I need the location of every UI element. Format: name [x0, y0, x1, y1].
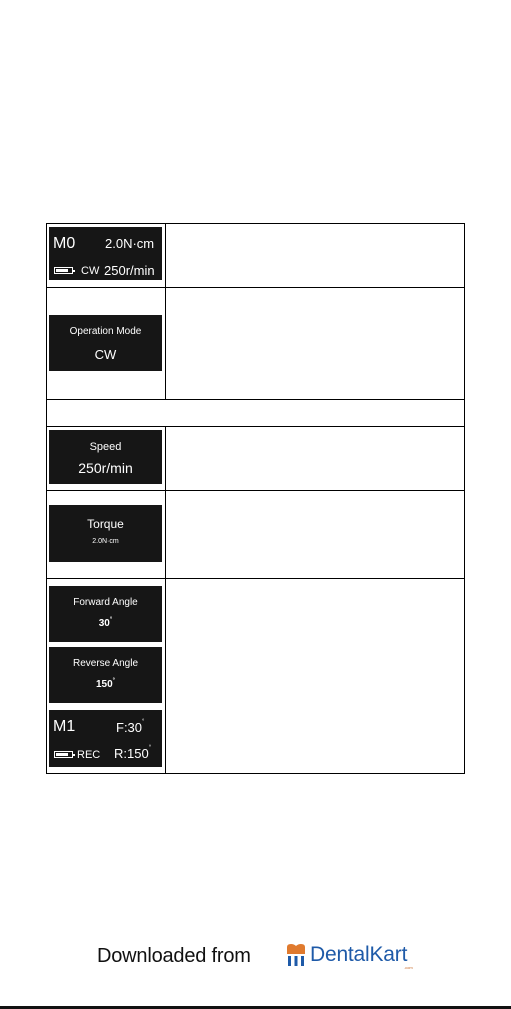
footer [97, 943, 427, 973]
brand-suffix: .com [404, 965, 413, 970]
description-cell [166, 224, 464, 287]
rec-status: REC [77, 749, 101, 761]
manual-table [46, 223, 465, 774]
reverse-angle-title: Reverse Angle [72, 658, 139, 669]
forward-angle-title: Forward Angle [73, 597, 138, 608]
table-row [47, 427, 464, 491]
direction-label: CW [81, 265, 100, 277]
torque-value: 2.0N·cm [105, 236, 155, 251]
main-screen-m0 [49, 227, 162, 280]
battery-icon [54, 267, 73, 274]
speed-screen [49, 430, 162, 484]
operation-mode-value: CW [94, 347, 117, 362]
reverse-angle-readout: R:150° [114, 745, 152, 761]
tooth-icon [285, 943, 307, 974]
forward-angle-readout: F:30° [116, 719, 145, 735]
screen-cell [47, 427, 166, 490]
table-row [47, 579, 464, 773]
table-row [47, 288, 464, 400]
torque-title: Torque [87, 517, 124, 531]
mode-label: M1 [53, 718, 76, 735]
forward-angle-screen [49, 586, 162, 642]
torque-screen-value: 2.0N·cm [92, 538, 119, 545]
screen-cell [47, 491, 166, 578]
battery-icon [54, 751, 73, 758]
description-cell [166, 579, 464, 773]
screen-cell [47, 288, 166, 399]
screen-cell [47, 224, 166, 287]
description-cell [166, 427, 464, 490]
downloaded-from-text: Downloaded from [97, 945, 251, 967]
screen-cell [47, 579, 166, 773]
description-cell [166, 288, 464, 399]
mode-label: M0 [53, 235, 76, 252]
table-row-spanning [47, 400, 464, 427]
operation-mode-screen [49, 315, 162, 371]
description-cell [166, 491, 464, 578]
reverse-angle-screen [49, 647, 162, 703]
main-screen-m1 [49, 710, 162, 767]
table-row [47, 491, 464, 579]
operation-mode-title: Operation Mode [69, 326, 142, 337]
speed-screen-value: 250r/min [78, 460, 133, 476]
forward-angle-value: 30° [98, 617, 113, 629]
torque-screen [49, 505, 162, 562]
table-row [47, 224, 464, 288]
brand-name: DentalKart [310, 943, 408, 966]
speed-value: 250r/min [104, 263, 155, 278]
speed-title: Speed [89, 441, 122, 453]
reverse-angle-value: 150° [95, 678, 116, 690]
